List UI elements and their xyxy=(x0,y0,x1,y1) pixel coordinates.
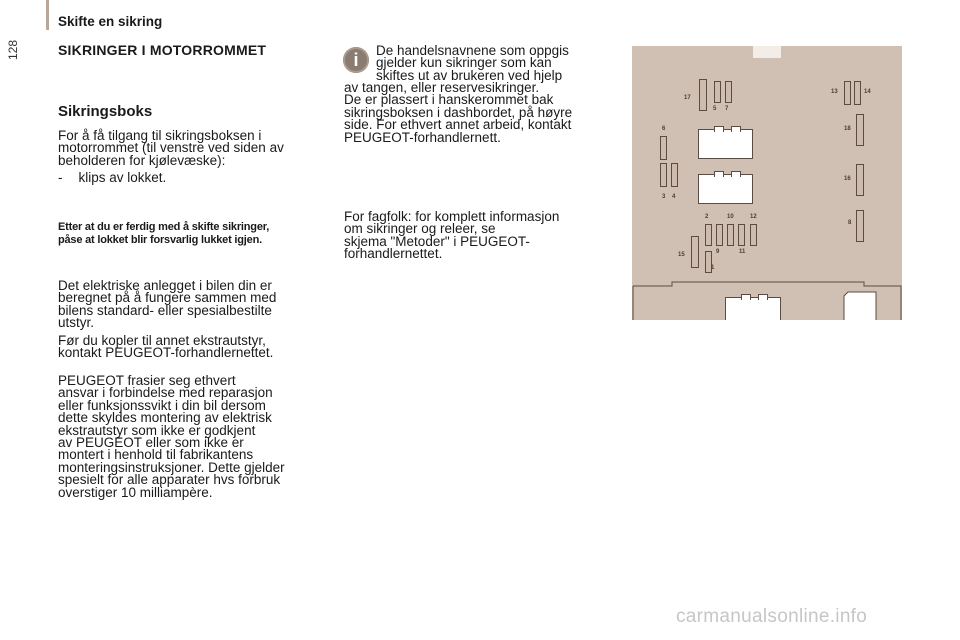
header-accent-bar xyxy=(46,0,49,30)
warning-note: Etter at du er ferdig med å skifte sikringer, påse at lokket blir forsvarlig lukket igjen. xyxy=(58,221,270,246)
page-title: SIKRINGER I MOTORROMMET xyxy=(58,42,267,58)
info-text: av tangen, eller reservesikringer. De er plassert i hanskerommet bak sikringsboksen i dashbordet, på høyre side. For ethvert annet arbeid, kontakt PEUGEOT-forhandlernett. xyxy=(344,80,573,145)
fuse-label-7: 7 xyxy=(725,106,729,112)
fuse-label-15: 15 xyxy=(678,252,685,258)
paragraph-accessories: Før du kopler til annet ekstrautstyr, kontakt PEUGEOT-forhandlernettet. xyxy=(58,333,274,361)
fuse-label-11: 11 xyxy=(739,249,746,255)
fuse-label-14: 14 xyxy=(864,89,871,95)
fuse-label-17: 17 xyxy=(684,95,691,101)
paragraph-liability: PEUGEOT frasier seg ethvert ansvar i forbindelse med reparasjon eller funksjonssvikt i din bil dersom dette skyldes montering av elektrisk ekstrautstyr som ikke er godkjent av PEUGEOT eller som ikke er montert i henhold til fabrikantens monteringsinstruksjoner. Dette gjelder spesielt for alle apparater hvs forbruk overstiger 10 milliampère. xyxy=(58,373,285,500)
fuse-label-16: 16 xyxy=(844,176,851,182)
fuse-label-3: 3 xyxy=(662,194,666,200)
info-icon: i xyxy=(343,47,369,73)
fuse-label-10: 10 xyxy=(727,214,734,220)
fuse-label-5: 5 xyxy=(713,106,717,112)
intro-text: For å få tilgang til sikringsboksen i motorrommet (til venstre ved siden av beholderen for kjølevæske): xyxy=(58,128,284,168)
step-item: - klips av lokket. xyxy=(58,170,167,185)
paragraph-electrical: Det elektriske anlegget i bilen din er beregnet på å fungere sammen med bilens standard- eller spesialbestilte utstyr. xyxy=(58,278,277,331)
section-header: Skifte en sikring xyxy=(58,14,163,29)
fuse-label-9: 9 xyxy=(716,249,720,255)
fuse-label-8: 8 xyxy=(848,220,852,226)
fuse-box-outline xyxy=(632,46,902,320)
fuse-label-1: 1 xyxy=(711,265,715,271)
fuse-label-13: 13 xyxy=(831,89,838,95)
fuse-label-6: 6 xyxy=(662,126,666,132)
watermark: carmanualsonline.info xyxy=(676,606,868,627)
fuse-label-12: 12 xyxy=(750,214,757,220)
relay-bottom xyxy=(725,297,781,320)
fuse-label-2: 2 xyxy=(705,214,709,220)
page-number: 128 xyxy=(6,39,20,60)
fuse-box-diagram xyxy=(632,46,902,320)
professional-info: For fagfolk: for komplett informasjon om sikringer og releer, se skjema "Metoder" i PEUGEOT- forhandlernettet. xyxy=(344,209,560,262)
fuse-label-4: 4 xyxy=(672,194,676,200)
subtitle: Sikringsboks xyxy=(58,103,153,120)
fuse-label-18: 18 xyxy=(844,126,851,132)
info-text-indented: De handelsnavnene som oppgis gjelder kun sikringer som kan skiftes ut av brukeren ved hjelp xyxy=(376,43,569,83)
